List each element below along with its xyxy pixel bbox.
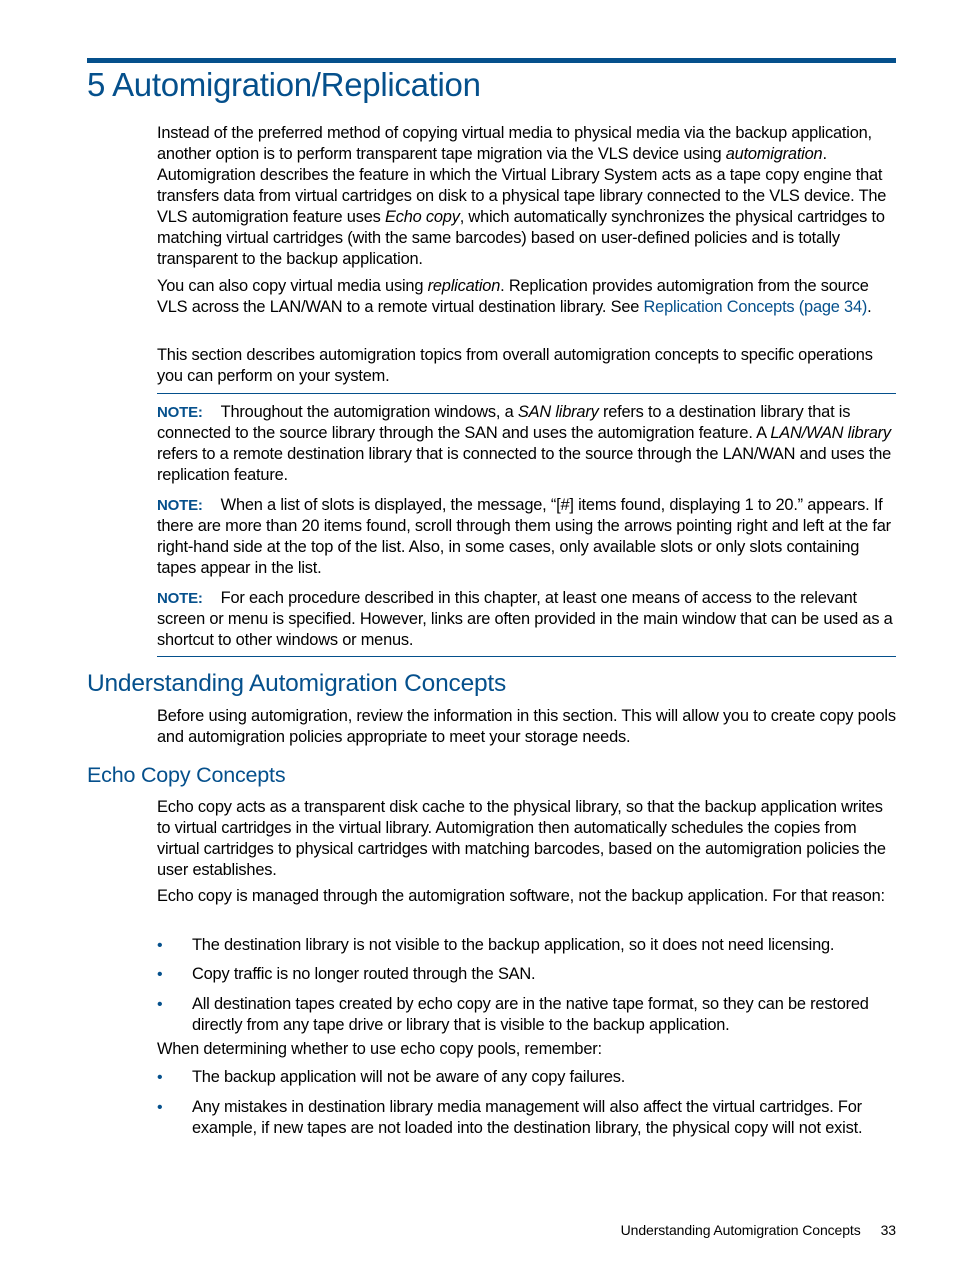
echo-copy-paragraph-1: Echo copy acts as a transparent disk cache to the physical library, so that the backup application writes to virtual cartridges in the virtual library. Automigration then automatically schedules the copies from virtual cartridges to physical cartridges with matching barcodes, based on the automigration policies the user establishes.	[157, 798, 886, 879]
note-3: NOTE: For each procedure described in this chapter, at least one means of access to the relevant screen or menu is specified. However, links are often provided in the main window that can be used as a shortcut to other windows or menus.	[157, 589, 893, 649]
subsection-heading: Echo Copy Concepts	[87, 763, 286, 787]
bullet-icon: •	[157, 1099, 163, 1116]
section-paragraph: Before using automigration, review the information in this section. This will allow you to create copy pools and automigration policies appropriate to meet your storage needs.	[157, 707, 896, 746]
list-item: • Copy traffic is no longer routed through the SAN.	[157, 965, 536, 983]
note-label: NOTE:	[157, 404, 203, 421]
note-1: NOTE: Throughout the automigration windows, a SAN library refers to a destination library that is connected to the source library through the SAN and uses the automigration feature. A LAN/WAN library refers to a remote destination library that is connected to the source through the LAN/WAN and uses the replication feature.	[157, 403, 892, 484]
intro-paragraph-3: This section describes automigration topics from overall automigration concepts to specific operations you can perform on your system.	[157, 346, 873, 385]
list-item: • All destination tapes created by echo copy are in the native tape format, so they can be restored directly from any tape drive or library that is visible to the backup application.	[157, 995, 869, 1034]
bullet-icon: •	[157, 996, 163, 1013]
page-footer	[621, 1222, 896, 1238]
intro-paragraph-2: You can also copy virtual media using replication. Replication provides automigration from the source VLS across the LAN/WAN to a remote virtual destination library. See Replication Concepts (page 34).	[157, 277, 872, 316]
chapter-top-rule	[87, 58, 896, 63]
replication-concepts-link[interactable]: Replication Concepts (page 34)	[643, 298, 868, 316]
note-2: NOTE: When a list of slots is displayed, the message, “[#] items found, displaying 1 to 20.” appears. If there are more than 20 items found, scroll through them using the arrows pointing right and left at the far right-hand side at the top of the list. Also, in some cases, only available slots or only slots containing tapes appear in the list.	[157, 496, 891, 577]
chapter-title: 5 Automigration/Replication	[87, 66, 481, 103]
list-item: • The destination library is not visible to the backup application, so it does not need licensing.	[157, 936, 835, 954]
bullet-icon: •	[157, 966, 163, 983]
page-number: 33	[880, 1222, 896, 1238]
section-heading: Understanding Automigration Concepts	[87, 670, 507, 697]
intro-paragraph-1: Instead of the preferred method of copying virtual media to physical media via the backup application, another option is to perform transparent tape migration via the VLS device using automigration. Automigration describes the feature in which the Virtual Library System acts as a tape copy engine that transfers data from virtual cartridges on disk to a physical tape library connected to the VLS device. The VLS automigration feature uses Echo copy, which automatically synchronizes the physical cartridges to matching virtual cartridges (with the same barcodes) based on user-defined policies and is totally transparent to the backup application.	[157, 124, 887, 268]
bullet-icon: •	[157, 1069, 163, 1086]
list-item: • Any mistakes in destination library media management will also affect the virtual cartridges. For example, if new tapes are not loaded into the destination library, the physical copy will not exist.	[157, 1098, 863, 1137]
bullet-icon: •	[157, 937, 163, 954]
note-label: NOTE:	[157, 590, 203, 607]
list-item: • The backup application will not be aware of any copy failures.	[157, 1068, 626, 1086]
footer-section-title: Understanding Automigration Concepts	[620, 1222, 861, 1238]
note-label: NOTE:	[157, 497, 203, 514]
echo-copy-paragraph-2: Echo copy is managed through the automigration software, not the backup application. For that reason:	[157, 887, 885, 905]
echo-copy-paragraph-3: When determining whether to use echo copy pools, remember:	[157, 1040, 602, 1058]
